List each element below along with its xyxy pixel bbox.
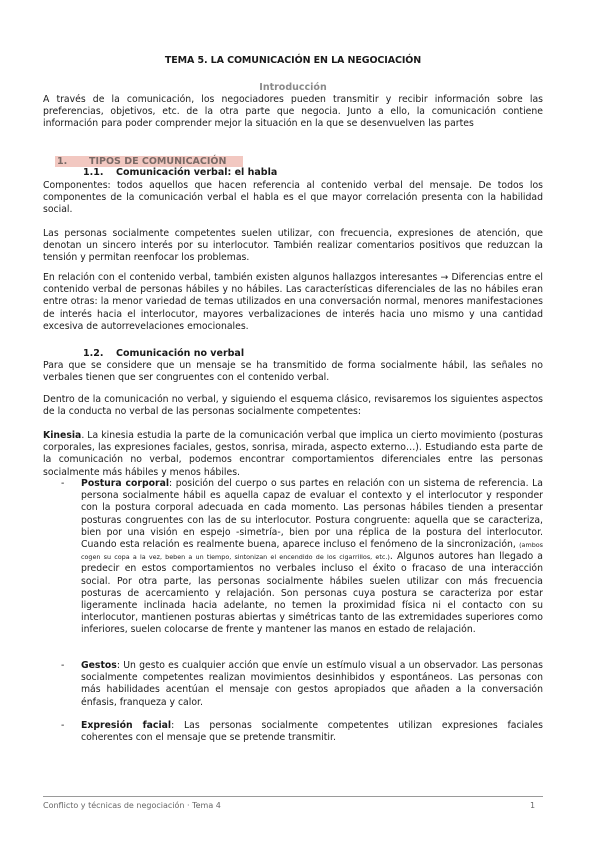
bullet-expresion-label: Expresión facial [81, 720, 172, 731]
verbal-paragraph-3: En relación con el contenido verbal, también existen algunos hallazgos interesantes → Diferencias entre el contenido verbal de personas hábiles y no hábiles. Las características diferenciales de las no hábiles eran entre otras: la menor variedad de temas utilizados en una conversación normal, menores manifestaciones de interés hacia el interlocutor, mayores verbalizaciones de interés hacia uno mismo y una cantidad excesiva de autorrevelaciones emocionales. [43, 272, 543, 332]
kinesia-text: . La kinesia estudia la parte de la comunicación verbal que implica un cierto movimiento (posturas corporales, las expresiones faciales, gestos, sonrisa, mirada, aspecto externo…). Estudiando esta parte de la comunicación no verbal, podemos encontrar comportamientos diferenciales entre las personas socialmente más hábiles y menos hábiles. [43, 430, 543, 478]
bullet-gestos-body: : Un gesto es cualquier acción que envíe un estímulo visual a un observador. Las personas socialmente competentes realizan movimientos desinhibidos y espontáneos. Las personas con más habilidades acentúan el mensaje con gestos apropiados que añaden a la conversación énfasis, franqueza y calor. [81, 660, 543, 708]
section-1-heading [55, 156, 243, 167]
bullet-dash: - [61, 720, 65, 731]
bullet-gestos-label: Gestos [81, 660, 117, 671]
footer-page-number: 1 [530, 801, 536, 810]
nonverbal-paragraph-2: Dentro de la comunicación no verbal, y siguiendo el esquema clásico, revisaremos los siguientes aspectos de la conducta no verbal de las personas socialmente competentes: [43, 394, 543, 418]
subsection-1-2-heading [83, 348, 244, 360]
section-1-number: 1. [57, 156, 68, 167]
subsection-1-1-title: Comunicación verbal: el habla [116, 167, 278, 178]
subsection-1-2-title: Comunicación no verbal [116, 348, 245, 359]
bullet-postura-body-a: : posición del cuerpo o sus partes en relación con un sistema de referencia. La persona socialmente hábil es aquella capaz de evaluar el contexto y el interlocutor y responder con la postura corporal adecuada en cada momento. Las personas hábiles tienden a presentar posturas congruentes con las de su interlocutor. Postura congruente: aquella que se caracteriza, bien por una visión en espejo -simetría-, bien por una réplica de la postura del interlocutor. Cuando esta relación es realmente buena, aparece incluso el fenómeno de la sincronización, [81, 478, 543, 551]
nonverbal-paragraph-1: Para que se considere que un mensaje se ha transmitido de forma socialmente hábil, las señales no verbales tienen que ser congruentes con el contenido verbal. [43, 360, 543, 384]
kinesia-paragraph [43, 430, 543, 479]
verbal-paragraph-1: Componentes: todos aquellos que hacen referencia al contenido verbal del mensaje. De todos los componentes de la comunicación verbal el habla es el que mayor correlación presenta con la habilidad social. [43, 180, 543, 216]
bullet-gestos-text [81, 660, 543, 709]
footer-divider [43, 796, 543, 797]
bullet-postura-aside: (ambos cogen su copa a la vez, beben a un tiempo, sintonizan el encendido de los cigarrillos, etc.) [81, 541, 543, 562]
document-title: TEMA 5. LA COMUNICACIÓN EN LA NEGOCIACIÓN [164, 55, 422, 66]
kinesia-label: Kinesia [43, 430, 82, 441]
footer-course-title: Conflicto y técnicas de negociación · Tema 4 [43, 801, 221, 810]
document-page [43, 0, 543, 848]
bullet-expresion-body: : Las personas socialmente competentes utilizan expresiones faciales coherentes con el mensaje que se pretende transmitir. [81, 720, 543, 744]
subsection-1-1-number: 1.1. [83, 167, 104, 178]
intro-paragraph: A través de la comunicación, los negociadores pueden transmitir y recibir información sobre las preferencias, objetivos, etc. de la otra parte que negocia. Junto a ello, la comunicación contiene información para poder comprender mejor la situación en la que se desenvuelven las partes [43, 94, 543, 130]
verbal-paragraph-2: Las personas socialmente competentes suelen utilizar, con frecuencia, expresiones de atención, que denotan un sincero interés por su interlocutor. También realizar comentarios positivos que reduzcan la tensión y permitan reenfocar los problemas. [43, 228, 543, 264]
bullet-dash: - [61, 660, 65, 671]
bullet-postura-label: Postura corporal [81, 478, 170, 489]
subsection-1-1-heading [83, 167, 277, 179]
bullet-dash: - [61, 478, 65, 489]
bullet-postura-body-b: . Algunos autores han llegado a predecir en estos comportamientos no verbales incluso el éxito o fracaso de una interacción social. Por otra parte, las personas socialmente hábiles suelen utilizar con más frecuencia posturas de acercamiento y relajación. Son personas cuya postura se caracteriza por estar ligeramente inclinada hacia adelante, no temen la proximidad física ni el contacto con su interlocutor, mantienen posturas abiertas y simétricas tanto de las extremidades superiores como inferiores, suelen colocarse de frente y mantener las manos en estado de relajación. [81, 551, 544, 636]
section-1-title: TIPOS DE COMUNICACIÓN [89, 156, 227, 167]
intro-heading: Introducción [259, 82, 327, 93]
subsection-1-2-number: 1.2. [83, 348, 104, 359]
bullet-postura-text [81, 478, 543, 637]
bullet-expresion-text [81, 720, 543, 744]
